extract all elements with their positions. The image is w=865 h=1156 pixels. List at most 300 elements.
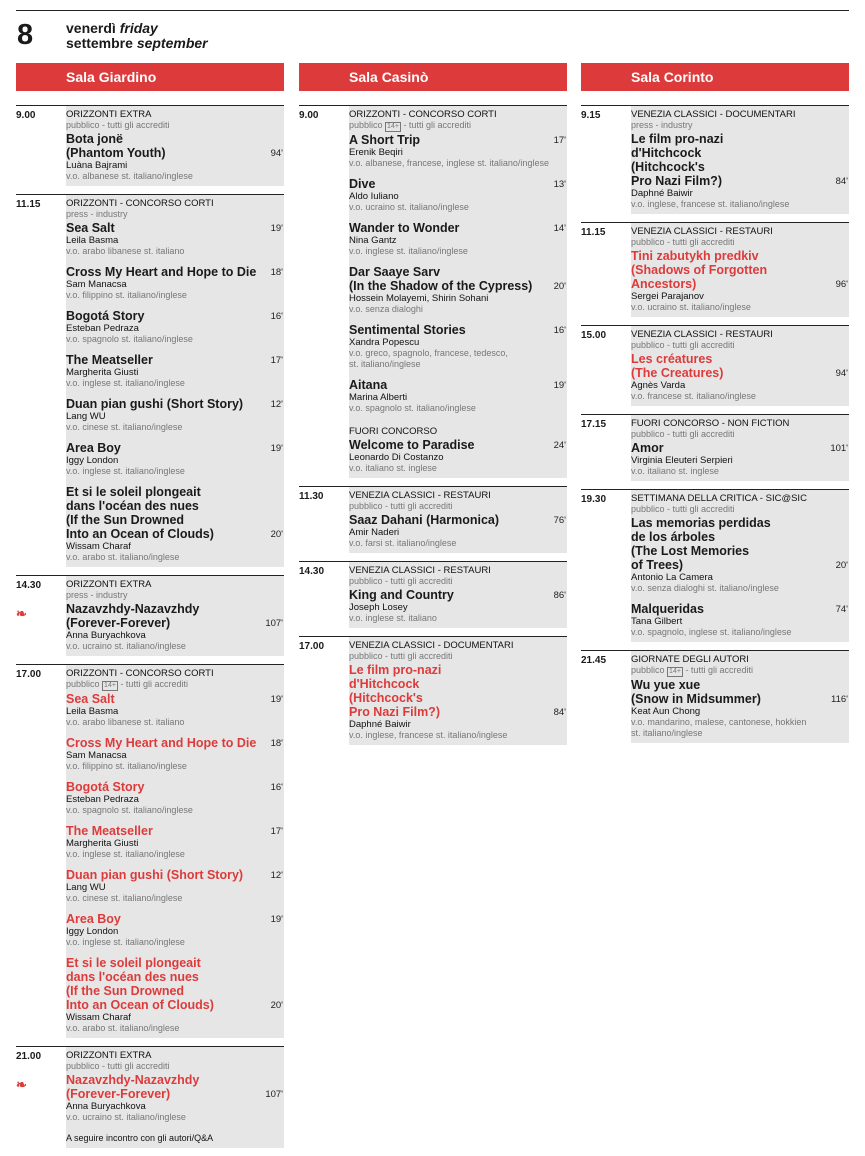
section-label: SETTIMANA DELLA CRITICA - SIC@SIC: [631, 493, 807, 504]
section-label: ORIZZONTI EXTRA: [66, 1050, 152, 1061]
age-badge: 14+: [104, 682, 116, 689]
film-languages: v.o. inglese st. italiano/inglese: [349, 246, 468, 256]
film-director: Daphné Baiwir: [349, 719, 411, 730]
access-text: press - industry: [631, 120, 693, 130]
film-title-row: [349, 438, 567, 452]
access-rest: - tutti gli accrediti: [685, 665, 753, 675]
film-duration: 86': [553, 590, 566, 601]
film-title[interactable]: Aitana: [349, 378, 388, 392]
film-title-row: [66, 221, 284, 235]
access-label: [631, 429, 849, 440]
slot-box: [631, 415, 849, 481]
film-languages: v.o. inglese, francese st. italiano/inglese: [349, 730, 508, 740]
film-languages: v.o. ucraino st. italiano/inglese: [66, 641, 186, 651]
film-duration: 17': [553, 135, 566, 146]
access-label: [349, 501, 567, 512]
slot-time: [16, 106, 66, 186]
film-languages: v.o. farsi st. italiano/inglese: [349, 538, 457, 548]
film-title[interactable]: Nazavzhdy-Nazavzhdy (Forever-Forever): [66, 602, 200, 630]
slot-box: [631, 106, 849, 214]
film-entry[interactable]: [66, 441, 284, 477]
hall-header: Sala Corinto: [581, 63, 849, 91]
access-text: pubblico - tutti gli accrediti: [631, 504, 735, 514]
film-title-row: [631, 132, 849, 188]
screening-slot: [581, 222, 849, 317]
film-duration: 13': [553, 179, 566, 190]
film-duration: 16': [270, 311, 283, 322]
film-title[interactable]: Le film pro-nazi d'Hitchcock (Hitchcock's Pro Nazi Film?): [631, 132, 724, 188]
film-languages: v.o. albanese, francese, inglese st. italiano/inglese: [349, 158, 549, 168]
film-languages: v.o. italiano st. inglese: [631, 466, 719, 476]
access-label: [631, 665, 849, 677]
slot-time-label: 19.30: [581, 494, 607, 505]
film-director: Marina Alberti: [349, 392, 408, 403]
slot-time-label: 17.00: [16, 669, 42, 680]
screening-slot: [16, 664, 284, 1038]
film-entry[interactable]: [66, 221, 284, 257]
film-entry[interactable]: [631, 678, 849, 739]
section-label: VENEZIA CLASSICI - DOCUMENTARI: [631, 109, 796, 120]
film-entry[interactable]: [66, 736, 284, 772]
slot-box: [66, 195, 284, 567]
film-entry[interactable]: [631, 602, 849, 638]
film-director: Joseph Losey: [349, 602, 408, 613]
slot-list: [16, 105, 284, 1148]
film-director: Daphné Baiwir: [631, 188, 693, 199]
film-entry[interactable]: [66, 956, 284, 1034]
film-director: Iggy London: [66, 455, 119, 466]
hall-header: Sala Giardino: [16, 63, 284, 91]
film-title-row: [349, 265, 567, 293]
film-duration: 18': [270, 738, 283, 749]
film-entry[interactable]: [66, 485, 284, 563]
slot-time: [581, 223, 631, 317]
slot-time-label: 17.00: [299, 641, 325, 652]
section-label: VENEZIA CLASSICI - DOCUMENTARI: [349, 640, 514, 651]
film-title-row: [349, 133, 567, 147]
film-entry[interactable]: [631, 249, 849, 313]
film-director: Luàna Bajrami: [66, 160, 128, 171]
slot-box: [66, 665, 284, 1038]
section-label: ORIZZONTI EXTRA: [66, 109, 152, 120]
film-director: Sergei Parajanov: [631, 291, 704, 302]
film-title-row: [66, 485, 284, 541]
access-text: pubblico: [631, 665, 665, 675]
film-director: Hossein Molayemi, Shirin Sohani: [349, 293, 489, 304]
screening-slot: [299, 105, 567, 478]
film-title[interactable]: Cross My Heart and Hope to Die: [66, 736, 257, 750]
film-entry[interactable]: [349, 378, 567, 414]
film-title-row: [349, 177, 567, 191]
screening-slot: [581, 414, 849, 481]
film-title[interactable]: Welcome to Paradise: [349, 438, 475, 452]
section-label: FUORI CONCORSO - NON FICTION: [631, 418, 790, 429]
access-text: pubblico - tutti gli accrediti: [66, 120, 170, 130]
month-en: september: [136, 35, 208, 51]
lion-icon: ❧: [16, 1077, 27, 1092]
access-text: pubblico: [349, 120, 383, 130]
film-languages: v.o. ucraino st. italiano/inglese: [631, 302, 751, 312]
film-entry[interactable]: [66, 692, 284, 728]
film-title-row: [349, 663, 567, 719]
film-title[interactable]: Sea Salt: [66, 692, 115, 706]
film-languages: v.o. inglese st. italiano/inglese: [66, 849, 185, 859]
film-director: Iggy London: [66, 926, 119, 937]
slot-time: [16, 195, 66, 567]
film-title[interactable]: Sea Salt: [66, 221, 115, 235]
screening-slot: [16, 575, 284, 656]
access-text: pubblico: [66, 679, 100, 689]
access-label: [631, 504, 849, 515]
film-title[interactable]: Nazavzhdy-Nazavzhdy (Forever-Forever): [66, 1073, 200, 1101]
film-languages: v.o. arabo st. italiano/inglese: [66, 552, 180, 562]
film-entry[interactable]: [66, 824, 284, 860]
slot-box: [349, 106, 567, 478]
film-director: Margherita Giusti: [66, 838, 139, 849]
section-label: VENEZIA CLASSICI - RESTAURI: [349, 490, 491, 501]
film-entry[interactable]: [349, 588, 567, 624]
film-entry[interactable]: [66, 132, 284, 182]
screening-slot: [299, 561, 567, 628]
film-languages: v.o. ucraino st. italiano/inglese: [349, 202, 469, 212]
film-entry[interactable]: [631, 441, 849, 477]
film-title[interactable]: Le film pro-nazi d'Hitchcock (Hitchcock's Pro Nazi Film?): [349, 663, 442, 719]
film-languages: v.o. filippino st. italiano/inglese: [66, 761, 187, 771]
slot-list: [581, 105, 849, 743]
film-title[interactable]: Area Boy: [66, 441, 121, 455]
slot-time: [581, 415, 631, 481]
slot-time-label: 11.15: [581, 227, 606, 238]
film-title-row: [66, 309, 284, 323]
access-text: pubblico - tutti gli accrediti: [631, 429, 735, 439]
slot-time-label: 14.30: [299, 566, 325, 577]
slot-time-label: 11.30: [299, 491, 324, 502]
film-director: Antonio La Camera: [631, 572, 713, 583]
film-duration: 107': [265, 1089, 283, 1100]
slot-box: [66, 106, 284, 186]
film-duration: 19': [553, 380, 566, 391]
film-title-row: [66, 736, 284, 750]
film-title[interactable]: Saaz Dahani (Harmonica): [349, 513, 500, 527]
film-duration: 12': [270, 870, 283, 881]
film-languages: v.o. inglese st. italiano/inglese: [66, 937, 185, 947]
film-director: Lang WU: [66, 411, 106, 422]
hall-column: [16, 63, 284, 1156]
film-title-row: [66, 1073, 284, 1101]
screening-slot: [299, 486, 567, 553]
film-duration: 96': [835, 279, 848, 290]
access-label: [349, 576, 567, 587]
film-entry[interactable]: [349, 133, 567, 169]
film-director: Aldo Iuliano: [349, 191, 399, 202]
age-badge: 14+: [669, 668, 681, 675]
slot-box: [631, 223, 849, 317]
access-label: [66, 120, 284, 131]
film-entry[interactable]: [66, 912, 284, 948]
film-title[interactable]: The Meatseller: [66, 824, 153, 838]
slot-box: [631, 651, 849, 743]
access-text: pubblico - tutti gli accrediti: [631, 340, 735, 350]
access-rest: - tutti gli accrediti: [403, 120, 471, 130]
slot-box: [66, 576, 284, 656]
hall-column: [581, 63, 849, 751]
screening-slot: [16, 1046, 284, 1148]
screening-slot: [581, 325, 849, 406]
film-duration: 76': [553, 515, 566, 526]
film-title[interactable]: Bota jonë (Phantom Youth): [66, 132, 166, 160]
slot-time: [16, 665, 66, 1038]
age-badge: 14+: [387, 123, 399, 130]
film-director: Esteban Pedraza: [66, 323, 139, 334]
section-label: ORIZZONTI - CONCORSO CORTI: [66, 668, 214, 679]
screening-slot: [581, 489, 849, 642]
film-title[interactable]: King and Country: [349, 588, 454, 602]
section-label: VENEZIA CLASSICI - RESTAURI: [631, 226, 773, 237]
film-duration: 116': [831, 694, 848, 705]
film-title[interactable]: Wander to Wonder: [349, 221, 460, 235]
film-title[interactable]: The Meatseller: [66, 353, 153, 367]
film-languages: v.o. spagnolo st. italiano/inglese: [349, 403, 476, 413]
slot-time-label: 11.15: [16, 199, 41, 210]
film-director: Amir Naderi: [349, 527, 400, 538]
film-duration: 84': [835, 176, 848, 187]
film-duration: 24': [553, 440, 566, 451]
film-title[interactable]: Wu yue xue (Snow in Midsummer): [631, 678, 761, 706]
film-duration: 107': [265, 618, 283, 629]
film-title-row: [66, 441, 284, 455]
film-title-row: [631, 249, 849, 291]
access-text: press - industry: [66, 590, 128, 600]
film-title[interactable]: Bogotá Story: [66, 780, 145, 794]
film-title[interactable]: Dive: [349, 177, 376, 191]
film-title[interactable]: Sentimental Stories: [349, 323, 466, 337]
film-languages: v.o. senza dialoghi: [349, 304, 423, 314]
film-title[interactable]: Et si le soleil plongeait dans l'océan des nues (If the Sun Drowned Into an Ocean of Clouds): [66, 485, 214, 541]
access-text: pubblico - tutti gli accrediti: [349, 501, 453, 511]
film-entry[interactable]: [66, 265, 284, 301]
film-director: Lang WU: [66, 882, 106, 893]
film-director: Anna Buryachkova: [66, 630, 146, 641]
film-languages: v.o. inglese st. italiano/inglese: [66, 466, 185, 476]
film-languages: v.o. inglese, francese st. italiano/inglese: [631, 199, 790, 209]
film-entry[interactable]: [349, 221, 567, 257]
film-duration: 20': [835, 560, 848, 571]
film-title[interactable]: Dar Saaye Sarv (In the Shadow of the Cypress): [349, 265, 533, 293]
slot-time-label: 9.00: [16, 110, 36, 121]
film-languages: v.o. spagnolo, inglese st. italiano/inglese: [631, 627, 792, 637]
access-label: [66, 1061, 284, 1072]
weekday-it: venerdì: [66, 20, 116, 36]
screening-slot: [299, 636, 567, 745]
film-title[interactable]: Las memorias perdidas de los árboles (The Lost Memories of Trees): [631, 516, 771, 572]
film-languages: v.o. francese st. italiano/inglese: [631, 391, 756, 401]
section-label: ORIZZONTI - CONCORSO CORTI: [349, 109, 497, 120]
film-languages: v.o. albanese st. italiano/inglese: [66, 171, 193, 181]
film-title[interactable]: Et si le soleil plongeait dans l'océan des nues (If the Sun Drowned Into an Ocean of Clouds): [66, 956, 214, 1012]
film-languages: v.o. spagnolo st. italiano/inglese: [66, 805, 193, 815]
section-label: VENEZIA CLASSICI - RESTAURI: [631, 329, 773, 340]
film-director: Agnès Varda: [631, 380, 686, 391]
film-entry[interactable]: [66, 780, 284, 816]
film-director: Erenik Beqiri: [349, 147, 403, 158]
film-duration: 19': [270, 694, 283, 705]
slot-box: [349, 637, 567, 745]
film-entry[interactable]: [631, 132, 849, 210]
slot-time: [581, 651, 631, 743]
film-languages: v.o. filippino st. italiano/inglese: [66, 290, 187, 300]
film-title[interactable]: Duan pian gushi (Short Story): [66, 397, 244, 411]
slot-time-label: 17.15: [581, 419, 607, 430]
film-entry[interactable]: [66, 602, 284, 652]
slot-box: [66, 1047, 284, 1148]
access-text: press - industry: [66, 209, 128, 219]
screening-slot: [16, 105, 284, 186]
film-director: Anna Buryachkova: [66, 1101, 146, 1112]
film-entry[interactable]: [631, 352, 849, 402]
access-text: pubblico - tutti gli accrediti: [631, 237, 735, 247]
film-title[interactable]: Bogotá Story: [66, 309, 145, 323]
film-title[interactable]: Malqueridas: [631, 602, 704, 616]
access-label: [66, 209, 284, 220]
slot-time: [581, 326, 631, 406]
film-title-row: [66, 265, 284, 279]
film-entry[interactable]: [349, 323, 567, 370]
film-entry[interactable]: [66, 309, 284, 345]
film-languages: v.o. senza dialoghi st. italiano/inglese: [631, 583, 779, 593]
day-number: 8: [17, 19, 34, 51]
slot-time: [299, 487, 349, 553]
film-entry[interactable]: [631, 516, 849, 594]
film-title-row: [349, 378, 567, 392]
film-duration: 20': [553, 281, 566, 292]
screening-slot: [581, 650, 849, 743]
film-entry[interactable]: [349, 265, 567, 315]
top-rule: [16, 10, 849, 11]
slot-time: [299, 562, 349, 628]
film-duration: 20': [270, 529, 283, 540]
section-label: GIORNATE DEGLI AUTORI: [631, 654, 749, 665]
film-duration: 19': [270, 914, 283, 925]
film-languages: v.o. ucraino st. italiano/inglese: [66, 1112, 186, 1122]
film-director: Virginia Eleuteri Serpieri: [631, 455, 733, 466]
slot-time-label: 9.00: [299, 110, 319, 121]
film-title[interactable]: Tini zabutykh predkiv (Shadows of Forgotten Ancestors): [631, 249, 768, 291]
slot-time-label: 9.15: [581, 110, 601, 121]
film-duration: 12': [270, 399, 283, 410]
access-label: [66, 679, 284, 691]
film-languages: v.o. italiano st. inglese: [349, 463, 437, 473]
film-director: Margherita Giusti: [66, 367, 139, 378]
film-director: Wissam Charaf: [66, 541, 131, 552]
month-it: settembre: [66, 35, 133, 51]
film-director: Wissam Charaf: [66, 1012, 131, 1023]
film-title-row: [66, 602, 284, 630]
film-title-row: [66, 780, 284, 794]
film-duration: 101': [830, 443, 848, 454]
film-entry[interactable]: [349, 663, 567, 741]
film-title-row: [66, 824, 284, 838]
film-director: Leila Basma: [66, 706, 119, 717]
film-director: Esteban Pedraza: [66, 794, 139, 805]
film-title-row: [66, 132, 284, 160]
film-entry[interactable]: [66, 353, 284, 389]
access-text: pubblico - tutti gli accrediti: [349, 576, 453, 586]
slot-box: [349, 487, 567, 553]
film-entry[interactable]: [66, 868, 284, 904]
film-title-row: [631, 516, 849, 572]
film-director: Tana Gilbert: [631, 616, 683, 627]
film-duration: 17': [270, 826, 283, 837]
section-label: FUORI CONCORSO: [349, 426, 438, 437]
film-title-row: [66, 353, 284, 367]
slot-time: [581, 106, 631, 214]
film-director: Xandra Popescu: [349, 337, 420, 348]
film-title-row: [66, 868, 284, 882]
film-title[interactable]: Les créatures (The Creatures): [631, 352, 724, 380]
film-entry[interactable]: [66, 397, 284, 433]
slot-note: A seguire incontro con gli autori/Q&A: [66, 1133, 214, 1143]
film-title[interactable]: Cross My Heart and Hope to Die: [66, 265, 257, 279]
film-title-row: [631, 352, 849, 380]
lion-icon: ❧: [16, 606, 27, 621]
film-duration: 14': [553, 223, 566, 234]
slot-time: [16, 576, 66, 656]
slot-box: [349, 562, 567, 628]
film-duration: 20': [270, 1000, 283, 1011]
access-label: [631, 237, 849, 248]
screening-slot: [581, 105, 849, 214]
access-label: [631, 340, 849, 351]
film-languages: v.o. inglese st. italiano: [349, 613, 437, 623]
film-title[interactable]: A Short Trip: [349, 133, 421, 147]
film-languages: v.o. mandarino, malese, cantonese, hokkien st. italiano/inglese: [631, 717, 807, 738]
film-director: Leonardo Di Costanzo: [349, 452, 444, 463]
film-title[interactable]: Area Boy: [66, 912, 121, 926]
film-title-row: [631, 441, 849, 455]
film-languages: v.o. arabo libanese st. italiano: [66, 246, 185, 256]
film-title-row: [349, 513, 567, 527]
film-languages: v.o. cinese st. italiano/inglese: [66, 422, 183, 432]
film-languages: v.o. arabo libanese st. italiano: [66, 717, 185, 727]
film-entry[interactable]: [349, 177, 567, 213]
film-title[interactable]: Amor: [631, 441, 664, 455]
film-duration: 16': [270, 782, 283, 793]
slot-box: [631, 326, 849, 406]
screening-slot: [16, 194, 284, 567]
film-duration: 84': [553, 707, 566, 718]
film-duration: 19': [270, 223, 283, 234]
film-languages: v.o. cinese st. italiano/inglese: [66, 893, 183, 903]
film-director: Sam Manacsa: [66, 750, 127, 761]
film-title-row: [66, 912, 284, 926]
film-entry[interactable]: [349, 513, 567, 549]
access-text: pubblico - tutti gli accrediti: [66, 1061, 170, 1071]
film-languages: v.o. spagnolo st. italiano/inglese: [66, 334, 193, 344]
film-entry[interactable]: [349, 438, 567, 474]
film-title-row: [66, 956, 284, 1012]
slot-time-label: 15.00: [581, 330, 607, 341]
film-title-row: [66, 397, 284, 411]
film-title-row: [349, 588, 567, 602]
film-title[interactable]: Duan pian gushi (Short Story): [66, 868, 244, 882]
film-languages: v.o. greco, spagnolo, francese, tedesco, st. italiano/inglese: [349, 348, 508, 369]
film-languages: v.o. arabo st. italiano/inglese: [66, 1023, 180, 1033]
film-duration: 16': [553, 325, 566, 336]
film-duration: 94': [835, 368, 848, 379]
film-duration: 17': [270, 355, 283, 366]
slot-time: [16, 1047, 66, 1148]
slot-time: [299, 106, 349, 478]
